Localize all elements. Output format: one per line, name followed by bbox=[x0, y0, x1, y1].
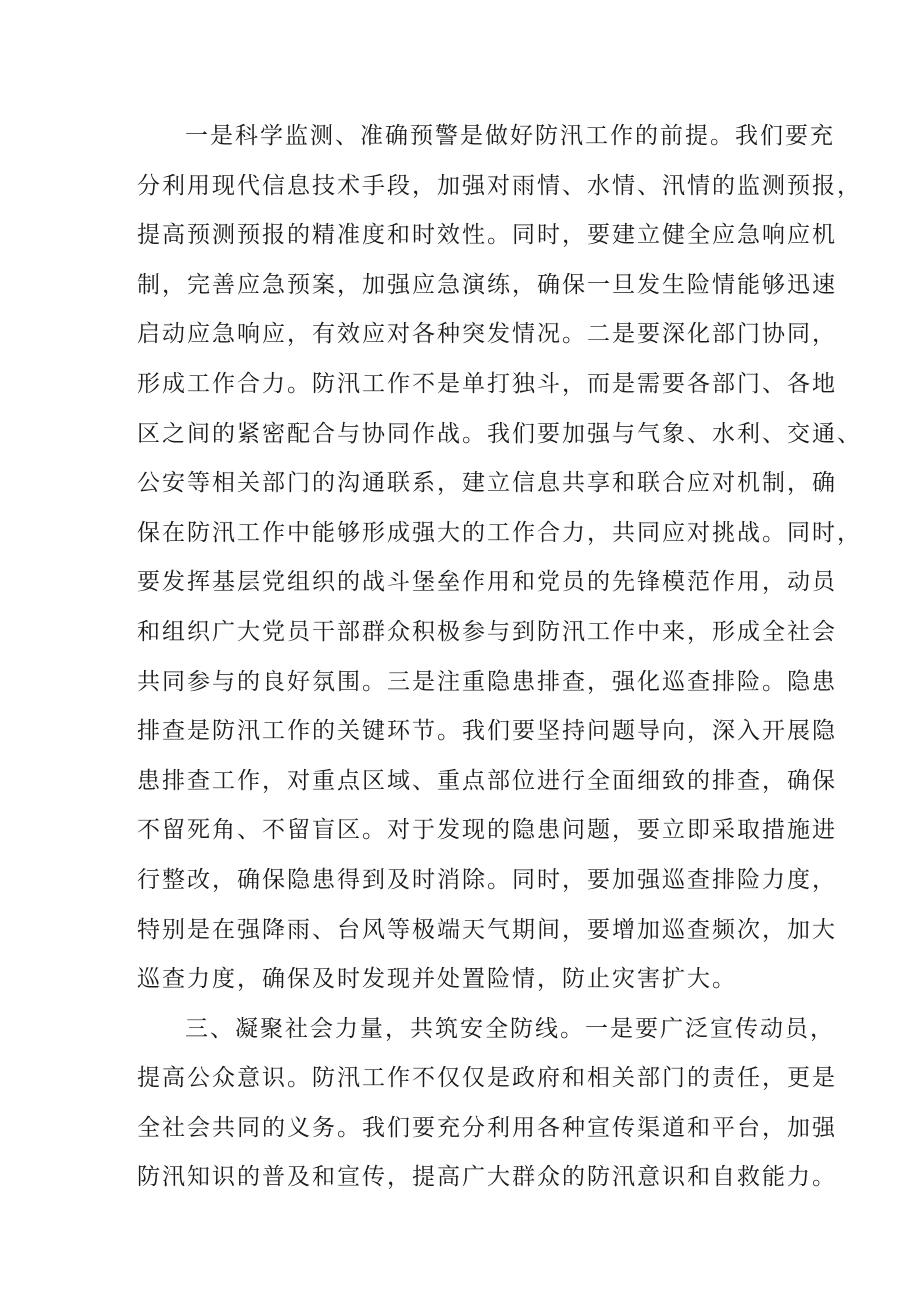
paragraph-line: 和组织广大党员干部群众积极参与到防汛工作中来，形成全社会 bbox=[137, 618, 837, 645]
paragraph-line: 形成工作合力。防汛工作不是单打独斗，而是需要各部门、各地 bbox=[137, 370, 837, 397]
paragraph-2 bbox=[137, 1005, 837, 1203]
paragraph-line: 保在防汛工作中能够形成强大的工作合力，共同应对挑战。同时， bbox=[137, 519, 862, 546]
paragraph-line: 患排查工作，对重点区域、重点部位进行全面细致的排查，确保 bbox=[137, 767, 837, 794]
paragraph-line: 一是科学监测、准确预警是做好防汛工作的前提。我们要充 bbox=[185, 123, 835, 149]
paragraph-line: 防汛知识的普及和宣传，提高广大群众的防汛意识和自救能力。 bbox=[137, 1164, 837, 1191]
paragraph-line: 要发挥基层党组织的战斗堡垒作用和党员的先锋模范作用，动员 bbox=[137, 569, 837, 596]
paragraph-line: 公安等相关部门的沟通联系，建立信息共享和联合应对机制，确 bbox=[137, 470, 837, 497]
paragraph-line: 三、凝聚社会力量，共筑安全防线。一是要广泛宣传动员， bbox=[185, 1015, 835, 1042]
paragraph-line: 全社会共同的义务。我们要充分利用各种宣传渠道和平台，加强 bbox=[137, 1114, 837, 1141]
paragraph-line: 行整改，确保隐患得到及时消除。同时，要加强巡查排险力度， bbox=[137, 866, 837, 893]
paragraph-line: 区之间的紧密配合与协同作战。我们要加强与气象、水利、交通、 bbox=[137, 420, 862, 447]
paragraph-line: 提高公众意识。防汛工作不仅仅是政府和相关部门的责任，更是 bbox=[137, 1065, 837, 1092]
paragraph-line: 排查是防汛工作的关键环节。我们要坚持问题导向，深入开展隐 bbox=[137, 718, 837, 745]
paragraph-1 bbox=[137, 112, 862, 1005]
paragraph-line: 特别是在强降雨、台风等极端天气期间，要增加巡查频次，加大 bbox=[137, 916, 837, 943]
paragraph-line: 启动应急响应，有效应对各种突发情况。二是要深化部门协同， bbox=[137, 321, 837, 348]
paragraph-line: 巡查力度，确保及时发现并处置险情，防止灾害扩大。 bbox=[137, 966, 737, 993]
paragraph-line: 制，完善应急预案，加强应急演练，确保一旦发生险情能够迅速 bbox=[137, 271, 837, 298]
document-body bbox=[137, 112, 862, 1203]
paragraph-line: 共同参与的良好氛围。三是注重隐患排查，强化巡查排险。隐患 bbox=[137, 668, 837, 695]
paragraph-line: 不留死角、不留盲区。对于发现的隐患问题，要立即采取措施进 bbox=[137, 817, 837, 844]
paragraph-line: 提高预测预报的精准度和时效性。同时，要建立健全应急响应机 bbox=[137, 222, 837, 249]
paragraph-line: 分利用现代信息技术手段，加强对雨情、水情、汛情的监测预报， bbox=[137, 172, 862, 199]
